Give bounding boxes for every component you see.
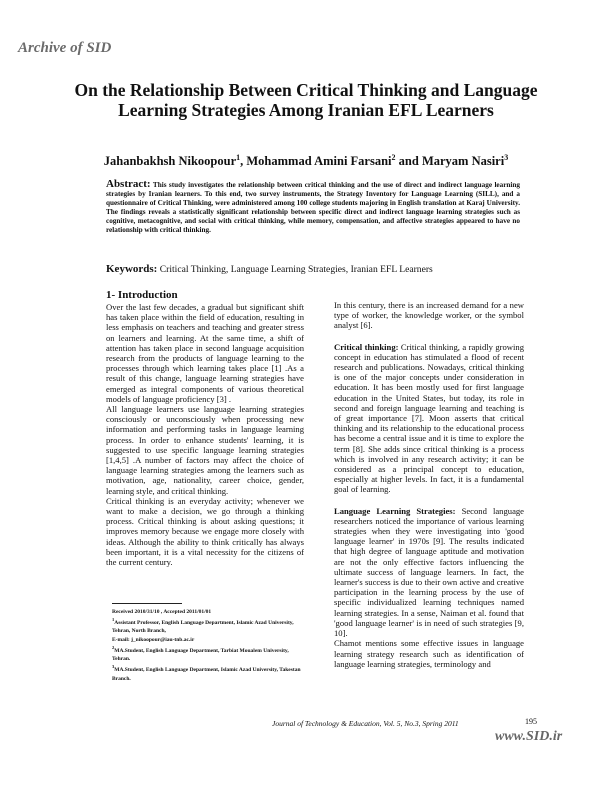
footnote-email — [112, 636, 304, 644]
footnote-text: MA.Student, English Language Department, Islamic Azad University, Takestan Branch. — [112, 667, 301, 682]
author-separator: and — [395, 154, 422, 169]
paragraph: In this century, there is an increased demand for a new type of worker, the knowledge worker, or the symbol analyst [6]. — [334, 300, 524, 331]
page-number: 195 — [525, 717, 537, 726]
footnote-text: E-mail: j_nikoopour@iau-tnb.ac.ir — [112, 636, 195, 643]
footnote-text: Assistant Professor, English Language Department, Islamic Azad University, Tehran, North Branch, — [112, 620, 294, 635]
abstract-label: Abstract: — [106, 178, 151, 190]
keywords — [106, 263, 520, 276]
right-column — [334, 300, 524, 669]
footnote — [112, 663, 304, 682]
author-name: Maryam Nasiri — [421, 154, 505, 169]
author-affiliation-sup: 2 — [391, 153, 396, 162]
abstract-text: This study investigates the relationship between critical thinking and the use of direct and indirect language learning strategies by Iranian learners. To this end, two survey instruments, the Strategy Inventory for Language Learning (SILL), and a questionnaire of Critical Thinking, were administered among 100 college students majoring in English translation at Karaj University. The findings reveals a statistically significant relationship between specific direct and indirect language learning strategies such as cognitive, metacognitive, and social with critical thinking, while memory, compensation, and affective strategies appeared to have no relationship with critical thinking. — [106, 181, 520, 234]
footnotes — [112, 608, 304, 683]
subheading-language-learning-strategies: Language Learning Strategies: — [334, 505, 456, 516]
author-list — [60, 153, 552, 169]
paragraph: All language learners use language learning strategies consciously or unconsciously when processing new information and performing tasks in language learning process. In order to enhance students' learning, it is suggested to use specific language learning strategies [1,4,5] .A number of factors may affect the choice of language learning strategies among the learners such as motivation, age, nationality, career choice, gender, learning style, and critical thinking. — [106, 404, 304, 496]
footnote-sup: 3 — [112, 664, 115, 670]
journal-citation-footer: Journal of Technology & Education, Vol. 5, No.3, Spring 2011 — [272, 719, 459, 728]
paragraph-critical-thinking — [334, 342, 524, 495]
section-heading-introduction: 1- Introduction — [106, 289, 178, 301]
footnote-divider — [112, 603, 182, 604]
paragraph-text: Critical thinking, a rapidly growing concept in education has stimulated a flood of recent research and publications. Nowadays, critical thinking is one of the major concepts under consideration in education. It has been mostly used for first language education in the United States, but today, its role in second and foreign language learning and teaching is of great importance [7]. Moon asserts that critical thinking and its relationship to the educational process has become a central issue and it is time to explore the term [8]. She adds since critical thinking is a process which is involved in any research activity; it can be considered as a principal concept to education, especially at higher levels. In fact, it is a fundamental goal of learning. — [334, 341, 524, 495]
abstract — [106, 180, 520, 234]
author-affiliation-sup: 1 — [236, 153, 241, 162]
watermark-archive-of-sid: Archive of SID — [18, 40, 112, 56]
author-separator: , — [240, 154, 247, 169]
subheading-critical-thinking: Critical thinking: — [334, 341, 399, 352]
paper-title: On the Relationship Between Critical Thinking and Language Learning Strategies Among Iranian EFL Learners — [74, 80, 538, 120]
author-affiliation-sup: 3 — [504, 153, 509, 162]
received-accepted-dates: Received 2010/31/10 , Accepted 2011/01/01 — [112, 609, 212, 615]
paragraph: Chamot mentions some effective issues in language learning strategy research such as identification of language learning strategies, terminology and — [334, 638, 524, 669]
author-name: Mohammad Amini Farsani — [246, 154, 392, 169]
footnote-sup: 1 — [112, 617, 115, 623]
keywords-text: Critical Thinking, Language Learning Strategies, Iranian EFL Learners — [157, 264, 433, 275]
footnote-text: MA.Student, English Language Department, Tarbiat Moualem University, Tehran. — [112, 647, 289, 663]
paragraph: Critical thinking is an everyday activity; whenever we want to make a decision, we go through a thinking process. Critical thinking is about asking questions; it improves memory because we engage more closely with ideas. Although the ability to think critically has always been important, it is a vital necessity for the citizens of the current century. — [106, 495, 304, 568]
paragraph-text: Second language researchers noticed the importance of various learning strategies when they were investigating into 'good language learner' in 1970s [9]. The results indicated that high degree of language aptitude and motivation are not the only effective factors influencing the ultimate success of language learners. In fact, the learner's success is due to their own active and creative participation in the learning process by the use of specific individualized learning techniques named learning strategies. In a sense, Naiman et al. found that 'good language learner' is in need of such strategies [9, 10]. — [334, 505, 524, 639]
footnote — [112, 616, 304, 635]
paragraph-language-learning-strategies — [334, 506, 524, 639]
left-column — [106, 289, 304, 567]
watermark-sid-url: www.SID.ir — [495, 729, 563, 744]
author-name: Jahanbakhsh Nikoopour — [103, 154, 237, 169]
footnote — [112, 644, 304, 663]
footnote-sup: 2 — [112, 645, 115, 651]
paragraph: Over the last few decades, a gradual but significant shift has taken place within the field of education, resulting in less emphasis on teachers and teaching and greater stress on learners and learning. At the same time, a shift of attention has taken place in second language acquisition research from the products of language learning to the processes through which learning takes place [1] .As a result of this change, language learning strategies have emerged as integral components of various theoretical models of language proficiency [3] . — [106, 302, 304, 404]
keywords-label: Keywords: — [106, 263, 158, 275]
